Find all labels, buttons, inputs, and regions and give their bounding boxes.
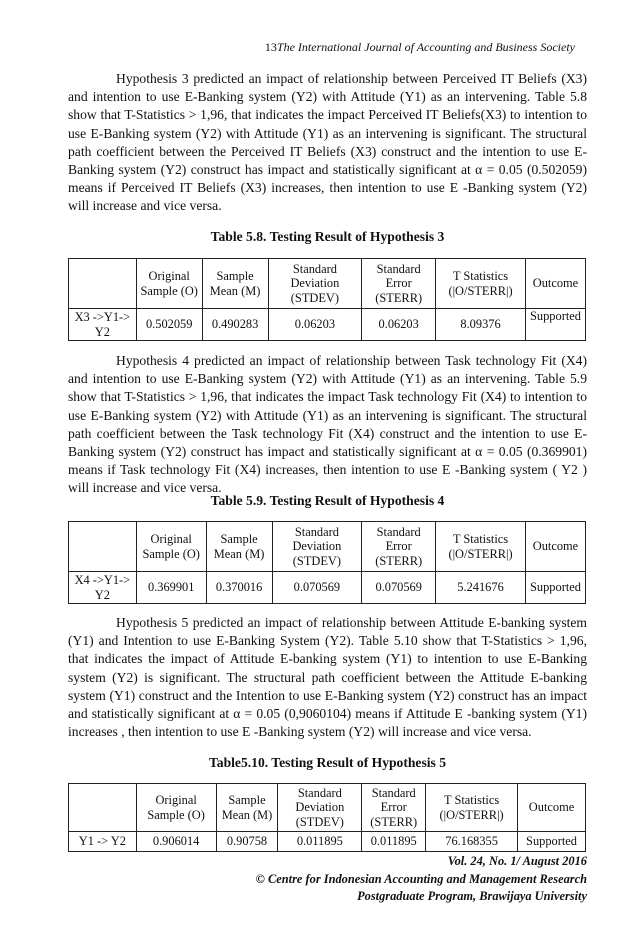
header-cell: Outcome [525,259,585,309]
header-cell: Sample Mean (M) [202,259,268,309]
header-cell: Standard Deviation (STDEV) [272,522,362,572]
table-cell: 0.070569 [272,572,362,604]
outcome-cell: Supported [525,309,585,341]
table-header-row [69,784,586,832]
table-cell: 0.011895 [362,832,426,852]
table-row [69,309,586,341]
paragraph-hypothesis-3: Hypothesis 3 predicted an impact of relationship between Perceived IT Beliefs (X3) and intention to use E-Banking system (Y2) with Attitude (Y1) as an intervening. Table 5.8 show that T-Statistics > 1,96, that indicates the impact Perceived IT Beliefs(X3) to intention to use E-Banking system (Y2) with Attitude (Y1) as an intervening is significant. The structural path coefficient between the Perceived IT Beliefs (X3) construct and the intention to use E-Banking system (Y2) construct has impact and statistically significant at α = 0.05 (0.502059) means if Perceived IT Beliefs (X3) increases, then intention to use E -Banking system (Y2) will increase and vice versa. [68,71,587,214]
path-cell: Y1 -> Y2 [69,832,137,852]
header-cell [69,784,137,832]
header-cell: Sample Mean (M) [216,784,278,832]
volume-line: Vol. 24, No. 1/ August 2016 [447,854,587,868]
header-cell: Standard Deviation (STDEV) [278,784,362,832]
table-5-8 [68,258,586,341]
header-cell: T Statistics (|O/STERR|) [436,259,526,309]
page-footer [68,853,587,906]
table-cell: 0.370016 [206,572,272,604]
table-cell: 0.90758 [216,832,278,852]
journal-name: The International Journal of Accounting and Business Society [276,40,575,54]
table-5-9 [68,521,586,604]
table-cell: 8.09376 [436,309,526,341]
table-row [69,572,586,604]
table-5-9-caption: Table 5.9. Testing Result of Hypothesis 4 [210,493,445,508]
table-cell: 0.369901 [136,572,206,604]
path-cell: X3 ->Y1-> Y2 [69,309,137,341]
table-cell: 0.06203 [362,309,436,341]
table-header-row [69,259,586,309]
page-number: 13 [264,40,277,54]
table-cell: 0.906014 [136,832,216,852]
header-cell: Original Sample (O) [136,522,206,572]
table-cell: 76.168355 [426,832,518,852]
header-cell: T Statistics (|O/STERR|) [436,522,526,572]
program-line: Postgraduate Program, Brawijaya University [357,889,587,903]
header-cell: Standard Error (STERR) [362,784,426,832]
paragraph-hypothesis-5: Hypothesis 5 predicted an impact of relationship between Attitude E-banking system (Y1) and Intention to use E-Banking System (Y2). Table 5.10 show that T-Statistics > 1,96, that indicates the impact of Attitude E-banking system (Y1) to intention to use E-Banking system (Y2) is significant. The structural path coefficient between the Attitude E-banking system (Y1) construct and the Intention to use E-Banking system (Y2) construct has an impact and statistically significant at α = 0.05 (0,9060104) means if Attitude E -banking system (Y1) increases , then intention to use E -Banking system (Y2) will increase and vice versa. [68,615,587,740]
table-cell: 0.011895 [278,832,362,852]
table-cell: 5.241676 [436,572,526,604]
header-cell: Original Sample (O) [136,784,216,832]
table-cell: 0.06203 [268,309,362,341]
paragraph-hypothesis-4: Hypothesis 4 predicted an impact of relationship between Task technology Fit (X4) and intention to use E-Banking system (Y2) with Attitude (Y1) as an intervening. Table 5.9 show that T-Statistics > 1,96, that indicates the impact Task technology Fit (X4) to intention to use E-Banking system (Y2) with Attitude (Y1) as an intervening is significant. The structural path coefficient between the Task technology Fit (X4) construct and the intention to use E-Banking system (Y2) construct has impact and statistically significant at α = 0.05 (0.369901) means if Task technology Fit (X4) increases, then intention to use E -Banking system ( Y2 ) will increase and vice versa. [68,353,587,496]
table-row [69,832,586,852]
table-5-8-caption: Table 5.8. Testing Result of Hypothesis 3 [210,229,445,244]
header-cell: Outcome [518,784,586,832]
copyright-line: © Centre for Indonesian Accounting and Management Research [255,871,587,886]
header-cell: Standard Error (STERR) [362,522,436,572]
header-cell: T Statistics (|O/STERR|) [426,784,518,832]
path-cell: X4 ->Y1-> Y2 [69,572,137,604]
header-cell [69,259,137,309]
header-cell: Sample Mean (M) [206,522,272,572]
header-cell: Outcome [525,522,585,572]
table-5-10-caption: Table5.10. Testing Result of Hypothesis 5 [208,755,447,770]
header-cell: Standard Deviation (STDEV) [268,259,362,309]
header-cell: Standard Error (STERR) [362,259,436,309]
table-cell: 0.070569 [362,572,436,604]
header-cell [69,522,137,572]
header-cell: Original Sample (O) [136,259,202,309]
running-header [0,40,575,55]
table-cell: 0.502059 [136,309,202,341]
table-5-10 [68,783,586,852]
table-cell: 0.490283 [202,309,268,341]
table-header-row [69,522,586,572]
outcome-cell: Supported [518,832,586,852]
outcome-cell: Supported [525,572,585,604]
